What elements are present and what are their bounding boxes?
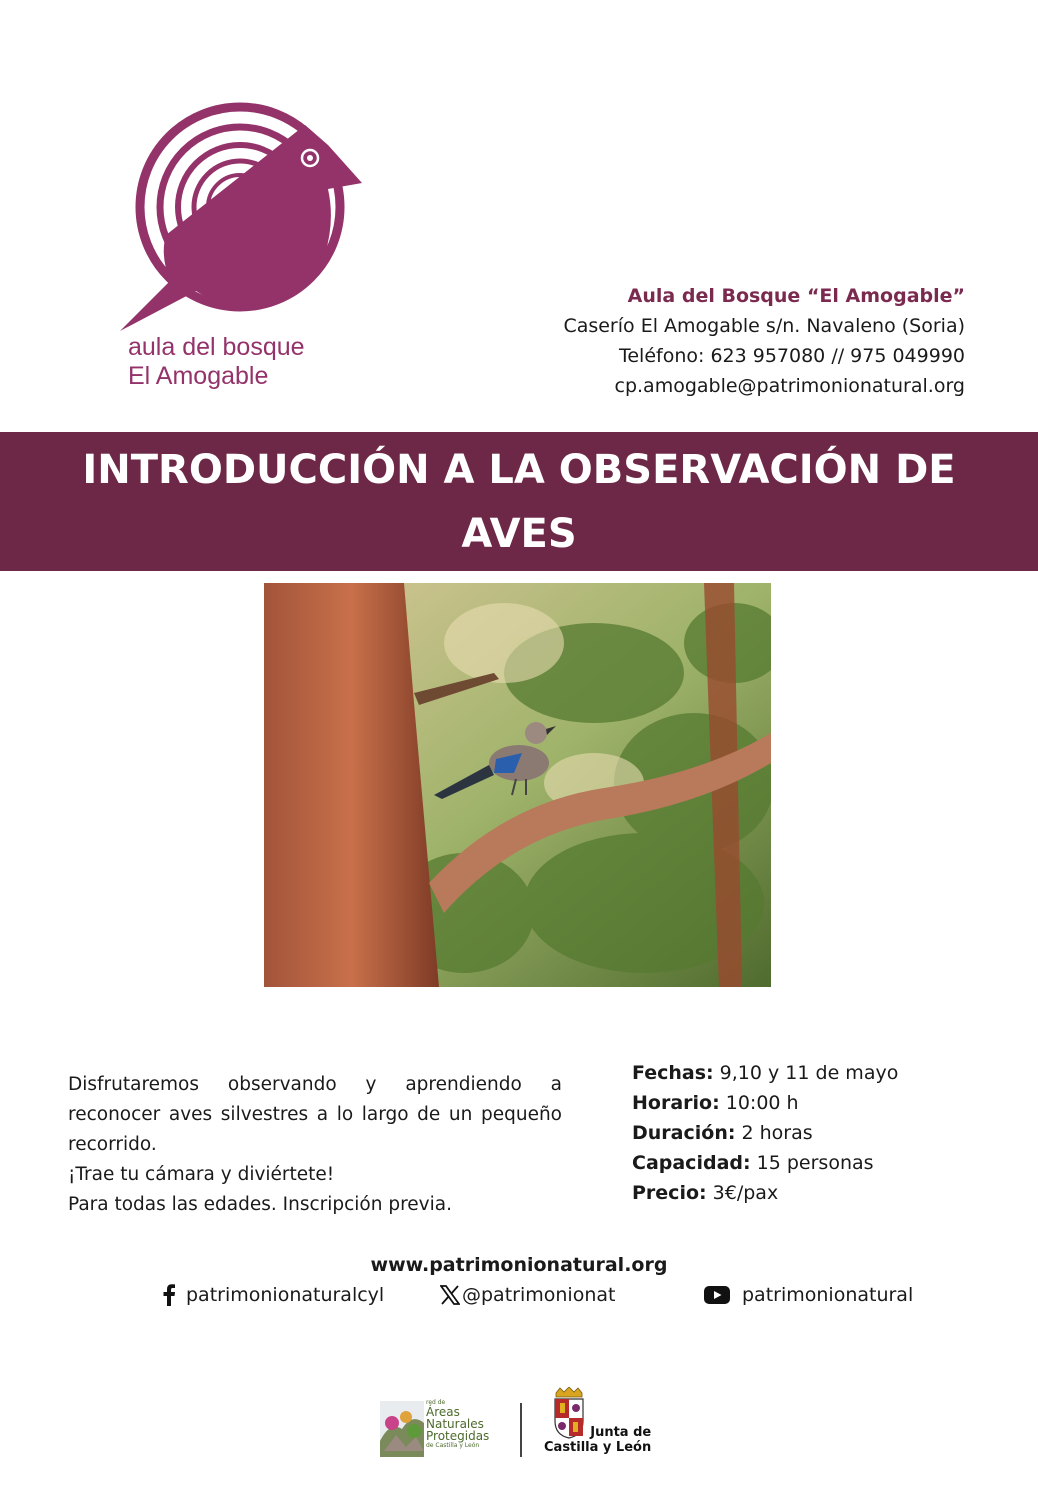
logo-line-1: aula del bosque — [128, 333, 305, 361]
logo-line-2: El Amogable — [128, 362, 269, 390]
organization-name: Aula del Bosque “El Amogable” — [627, 285, 965, 307]
youtube-icon — [704, 1285, 730, 1305]
description-paragraph: ¡Trae tu cámara y diviértete! — [68, 1164, 335, 1185]
website-link[interactable]: www.patrimonionatural.org — [370, 1254, 668, 1276]
x-link[interactable] — [440, 1284, 615, 1306]
aula-del-bosque-logo — [100, 85, 460, 405]
description-paragraph: Para todas las edades. Inscripción previa. — [68, 1194, 452, 1215]
detail-dates: Fechas: 9,10 y 11 de mayo — [632, 1062, 899, 1084]
email[interactable]: cp.amogable@patrimonionatural.org — [614, 375, 965, 397]
junta-castilla-leon-wordmark: Junta de Castilla y León — [544, 1425, 652, 1455]
logo-divider — [520, 1403, 522, 1457]
bird-photo — [264, 583, 771, 987]
areas-naturales-wordmark: red de Áreas Naturales Protegidas de Castilla y León — [426, 1399, 490, 1449]
activity-details — [632, 1058, 1012, 1208]
detail-time: Horario: 10:00 h — [632, 1092, 799, 1114]
page-title: INTRODUCCIÓN A LA OBSERVACIÓN DE AVES — [82, 447, 956, 557]
facebook-handle: patrimonionaturalcyl — [186, 1284, 385, 1306]
detail-price: Precio: 3€/pax — [632, 1182, 779, 1204]
jay-on-pine-image — [264, 583, 771, 987]
contact-block — [563, 281, 965, 401]
x-icon — [440, 1285, 460, 1305]
x-handle: @patrimonionat — [462, 1284, 616, 1306]
areas-naturales-icon — [380, 1401, 424, 1457]
address: Caserío El Amogable s/n. Navaleno (Soria) — [563, 315, 965, 337]
activity-description — [68, 1070, 562, 1220]
detail-capacity: Capacidad: 15 personas — [632, 1152, 874, 1174]
title-banner — [0, 432, 1038, 571]
facebook-link[interactable] — [160, 1284, 384, 1306]
detail-duration: Duración: 2 horas — [632, 1122, 813, 1144]
footer-logos — [380, 1385, 670, 1465]
phone: Teléfono: 623 957080 // 975 049990 — [618, 345, 965, 367]
bird-rings-icon — [100, 85, 380, 335]
facebook-icon — [160, 1284, 178, 1306]
logo-wordmark — [128, 333, 305, 391]
youtube-link[interactable] — [704, 1284, 913, 1306]
description-paragraph: Disfrutaremos observando y aprendiendo a reconocer aves silvestres a lo largo de un pequeño recorrido. — [68, 1074, 562, 1155]
youtube-handle: patrimonionatural — [742, 1284, 914, 1306]
